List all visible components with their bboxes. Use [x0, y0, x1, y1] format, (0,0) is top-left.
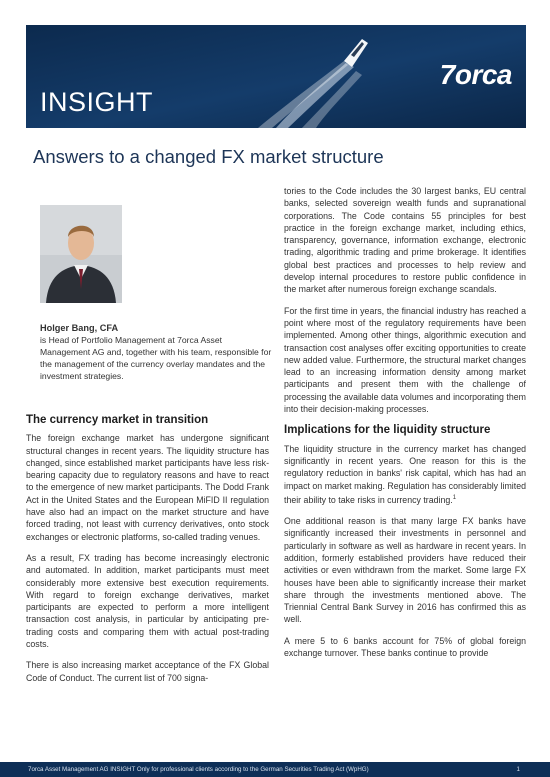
author-name: Holger Bang, CFA [40, 323, 119, 333]
right-column [284, 185, 526, 668]
author-portrait-image [40, 205, 122, 303]
footer-text: 7orca Asset Management AG INSIGHT Only for professional clients according to the German Securities Trading Act (WpHG) [28, 766, 369, 773]
page-number: 1 [516, 766, 520, 773]
banner-title: INSIGHT [40, 87, 154, 117]
insight-banner [26, 25, 526, 128]
author-bio: is Head of Portfolio Management at 7orca Asset Management AG and, together with his team, responsible for the management of the currency overlay mandates and the investment strategies. [40, 335, 272, 381]
paragraph-text: The liquidity structure in the currency market has changed significantly in recent years. One reason for this is the regulatory reduction in banks' risk capital, which has had an impact on market making. Regulation has considerably limited their ability to take risks in currency trading. [284, 443, 526, 505]
paragraph: There is also increasing market acceptance of the FX Global Code of Conduct. The current list of 700 signa- [26, 660, 269, 683]
company-logo: 7orca [439, 59, 512, 90]
paragraph: As a result, FX trading has become increasingly electronic and automated. In addition, market participants must meet considerably more extensive best execution requirements. With regard to foreign exchange derivatives, market participants are expected to perform a more intelligent transaction cost analysis, in particular by anticipating pre-trading costs and comparing them with actual post-trading costs. [26, 552, 269, 650]
paragraph: A mere 5 to 6 banks account for 75% of global foreign exchange turnover. These banks continue to provide [284, 635, 526, 659]
footnote-marker[interactable]: 1 [452, 494, 457, 501]
author-caption [40, 322, 272, 382]
paragraph: For the first time in years, the financial industry has reached a point where most of the regulatory requirements have been implemented. Among other things, algorithmic execution and transaction cost analyses offer exciting opportunities to create new added value. Furthermore, the structural market changes lead to an increasing information density among market participants and present them with the challenge of processing the available data volumes and incorporating them into their decision-making processes. [284, 305, 526, 415]
paragraph: One additional reason is that many large FX banks have significantly increased their investments in personnel and particularly in software as well as hardware in recent years. In addition, formerly established providers have reduced their activities or even withdrawn from the market. Some large FX houses have been able to significantly increase their market share through the investments mentioned above. The Triennial Central Bank Survey in 2016 has confirmed this as well. [284, 516, 526, 625]
section-heading-liquidity: Implications for the liquidity structure [284, 424, 491, 437]
left-column [26, 414, 269, 693]
paragraph: tories to the Code includes the 30 largest banks, EU central banks, selected sovereign wealth funds and supranational corporations. The Code contains 55 principles for best practice in the foreign exchange market, including ethics, transparency, governance, information exchange, electronic trading, algorithmic trading and prime brokerage. It identifies global best practices and processes to help review and develop internal procedures to restore public confidence in the market after numerous foreign exchange scandals. [284, 186, 526, 295]
section-heading-currency-market: The currency market in transition [26, 414, 209, 426]
paragraph-with-footnote [284, 443, 526, 506]
paragraph: The foreign exchange market has undergone significant structural changes in recent years. The liquidity structure has changed, since established market participants have less risk-bearing capacity due to regulatory reasons and have to react to the emergence of new market participants. The Dodd Frank Act in the United States and the European MiFID II regulation have also had an impact on the market structure and have forced trading, not least with currency derivatives, onto stock exchanges or electronic platforms, so-called trading venues. [26, 433, 269, 542]
article-headline: Answers to a changed FX market structure [33, 146, 384, 167]
page-footer [0, 762, 550, 777]
